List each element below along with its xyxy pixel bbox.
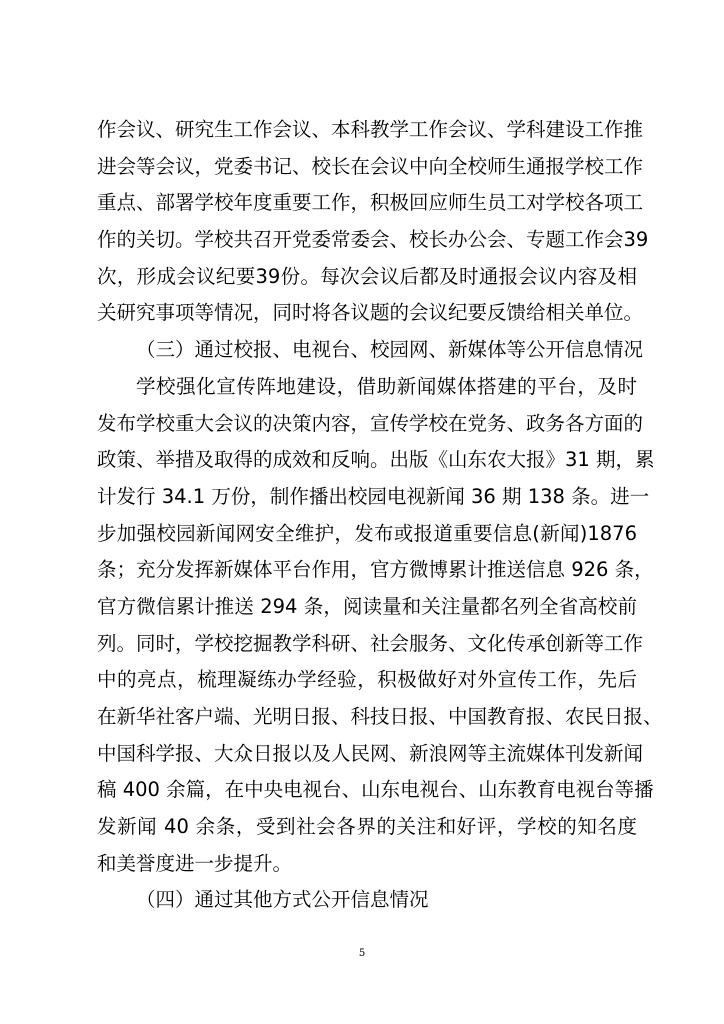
text-line: 进会等会议，党委书记、校长在会议中向全校师生通报学校工作	[97, 154, 644, 178]
text-line: 作的关切。学校共召开党委常委会、校长办公会、专题工作会39	[97, 228, 649, 252]
text-line: 发新闻 40 余条，受到社会各界的关注和好评，学校的知名度	[97, 815, 637, 839]
text-line: 和美誉度进一步提升。	[97, 851, 293, 875]
text-line: 条；充分发挥新媒体平台作用，官方微博累计推送信息 926 条，	[97, 558, 654, 582]
text-line: 重点、部署学校年度重要工作，积极回应师生员工对学校各项工	[97, 191, 644, 215]
text-line: 政策、举措及取得的成效和反响。出版《山东农大报》31 期，累	[97, 448, 655, 472]
text-line: 列。同时，学校挖掘教学科研、社会服务、文化传承创新等工作	[97, 631, 644, 655]
text-line: 官方微信累计推送 294 条，阅读量和关注量都名列全省高校前	[97, 594, 637, 618]
text-line: 发布学校重大会议的决策内容，宣传学校在党务、政务各方面的	[97, 411, 644, 435]
text-line: 稿 400 余篇，在中央电视台、山东电视台、山东教育电视台等播	[97, 778, 654, 802]
section-heading-4: （四）通过其他方式公开信息情况	[136, 888, 429, 912]
text-line: 步加强校园新闻网安全维护，发布或报道重要信息(新闻)1876	[97, 521, 637, 545]
section-heading-3: （三）通过校报、电视台、校园网、新媒体等公开信息情况	[136, 338, 644, 362]
text-line: 作会议、研究生工作会议、本科教学工作会议、学科建设工作推	[97, 118, 644, 141]
text-line: 中的亮点，梳理凝练办学经验，积极做好对外宣传工作，先后	[97, 668, 637, 692]
text-line: 学校强化宣传阵地建设，借助新闻媒体搭建的平台，及时	[136, 374, 637, 398]
body-text	[97, 112, 663, 919]
page-number: 5	[358, 948, 366, 959]
text-line: 次，形成会议纪要39份。每次会议后都及时通报会议内容及相	[97, 264, 637, 288]
text-line: 中国科学报、大众日报以及人民网、新浪网等主流媒体刊发新闻	[97, 741, 644, 765]
text-line: 关研究事项等情况，同时将各议题的会议纪要反馈给相关单位。	[97, 301, 644, 325]
text-line: 计发行 34.1 万份，制作播出校园电视新闻 36 期 138 条。进一	[97, 484, 650, 508]
text-line: 在新华社客户端、光明日报、科技日报、中国教育报、农民日报、	[97, 705, 663, 728]
